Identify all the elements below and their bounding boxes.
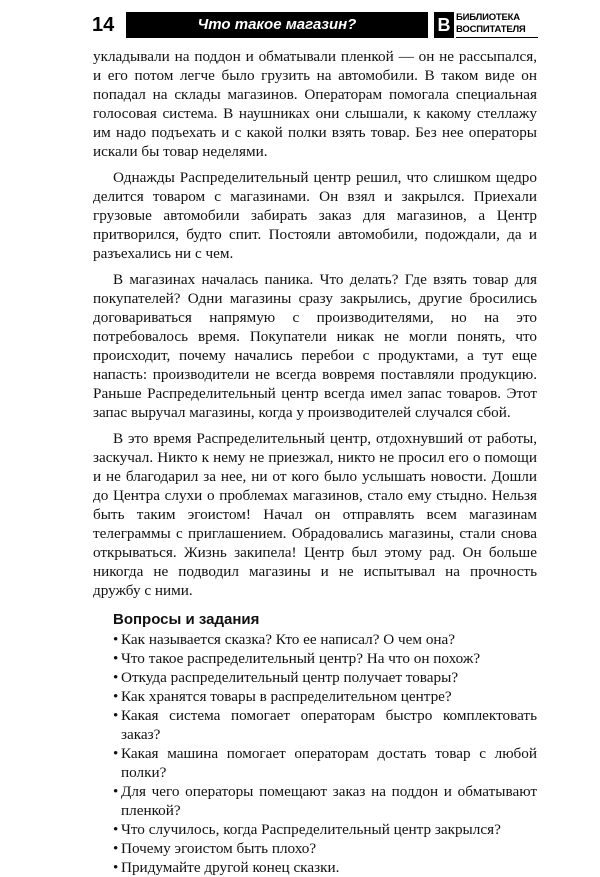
- bullet-icon: •: [113, 669, 119, 686]
- chapter-title: Что такое магазин?: [126, 12, 428, 38]
- page-body: [93, 47, 537, 877]
- question-text: Почему эгоистом быть плохо?: [121, 840, 317, 857]
- bullet-icon: •: [113, 631, 119, 648]
- series-mark: [434, 10, 538, 40]
- question-item: [93, 820, 537, 839]
- questions-list: [93, 630, 537, 877]
- question-item: [93, 630, 537, 649]
- bullet-icon: •: [113, 688, 119, 705]
- bullet-icon: •: [113, 783, 119, 800]
- paragraph: Однажды Распределительный центр решил, что слишком щедро делится товаром с магазинами. Он взял и закрылся. Приехали грузовые автомобили забирать заказ для магазинов, а Центр притворился, будто спит. Постояли автомобили, подождали, да и разъехались ни с чем.: [93, 169, 537, 262]
- series-title: [456, 12, 538, 38]
- question-item: [93, 782, 537, 820]
- questions-heading: Вопросы и задания: [113, 611, 260, 628]
- paragraph: В это время Распределительный центр, отдохнувший от работы, заскучал. Никто к нему не приезжал, никто не просил его о помощи и не благодарил за нее, ни от кого было услышать новости. Дошли до Центра слухи о проблемах магазинов, стало ему стыдно. Нельзя быть таким эгоистом! Начал он отправлять всем магазинам телеграммы с приглашением. Обрадовались магазины, стали снова открываться. Жизнь закипела! Центр был этому рад. Он больше никогда не подводил магазины и не испытывал на прочность дружбу с ними.: [93, 430, 537, 599]
- bullet-icon: •: [113, 707, 119, 724]
- question-item: [93, 668, 537, 687]
- series-logo-icon: В: [434, 12, 454, 38]
- bullet-icon: •: [113, 859, 119, 876]
- question-text: Какая машина помогает операторам достать товар с любой полки?: [121, 745, 537, 781]
- bullet-icon: •: [113, 840, 119, 857]
- paragraph: В магазинах началась паника. Что делать? Где взять товар для покупателей? Одни магазины сразу закрылись, другие бросились договариваться напрямую с производителями, но на это потребовалось время. Покупатели никак не могли понять, что происходит, почему начались перебои с продуктами, а тут еще напасть: производители не всегда вовремя поставляли продукцию. Раньше Распределительный центр всегда имел запас товаров. Этот запас выручал магазины, когда у производителей случался сбой.: [93, 271, 537, 421]
- paragraph: укладывали на поддон и обматывали пленкой — он не рассыпался, и его потом легче было грузить на автомобили. В таком виде он попадал на склады магазинов. Операторам помогала специальная голосовая система. В наушниках они слышали, к какому стеллажу им надо подъехать и с какой полки взять товар. Без нее операторы искали бы товар неделями.: [93, 48, 537, 160]
- question-text: Для чего операторы помещают заказ на поддон и обматывают пленкой?: [121, 783, 537, 819]
- question-item: [93, 687, 537, 706]
- question-item: [93, 839, 537, 858]
- bullet-icon: •: [113, 650, 119, 667]
- question-text: Как называется сказка? Кто ее написал? О чем она?: [121, 631, 456, 648]
- question-text: Придумайте другой конец сказки.: [121, 859, 340, 876]
- question-text: Что случилось, когда Распределительный центр закрылся?: [121, 821, 501, 838]
- question-item: [93, 858, 537, 877]
- page-header: [92, 10, 538, 40]
- question-item: [93, 649, 537, 668]
- question-text: Что такое распределительный центр? На что он похож?: [121, 650, 481, 667]
- page-number: 14: [92, 14, 115, 36]
- series-title-line1: БИБЛИОТЕКА: [456, 12, 520, 23]
- question-item: [93, 706, 537, 744]
- question-text: Какая система помогает операторам быстро комплектовать заказ?: [121, 707, 537, 743]
- series-title-line2: ВОСПИТАТЕЛЯ: [456, 24, 526, 35]
- bullet-icon: •: [113, 745, 119, 762]
- question-text: Откуда распределительный центр получает товары?: [121, 669, 459, 686]
- bullet-icon: •: [113, 821, 119, 838]
- question-text: Как хранятся товары в распределительном центре?: [121, 688, 452, 705]
